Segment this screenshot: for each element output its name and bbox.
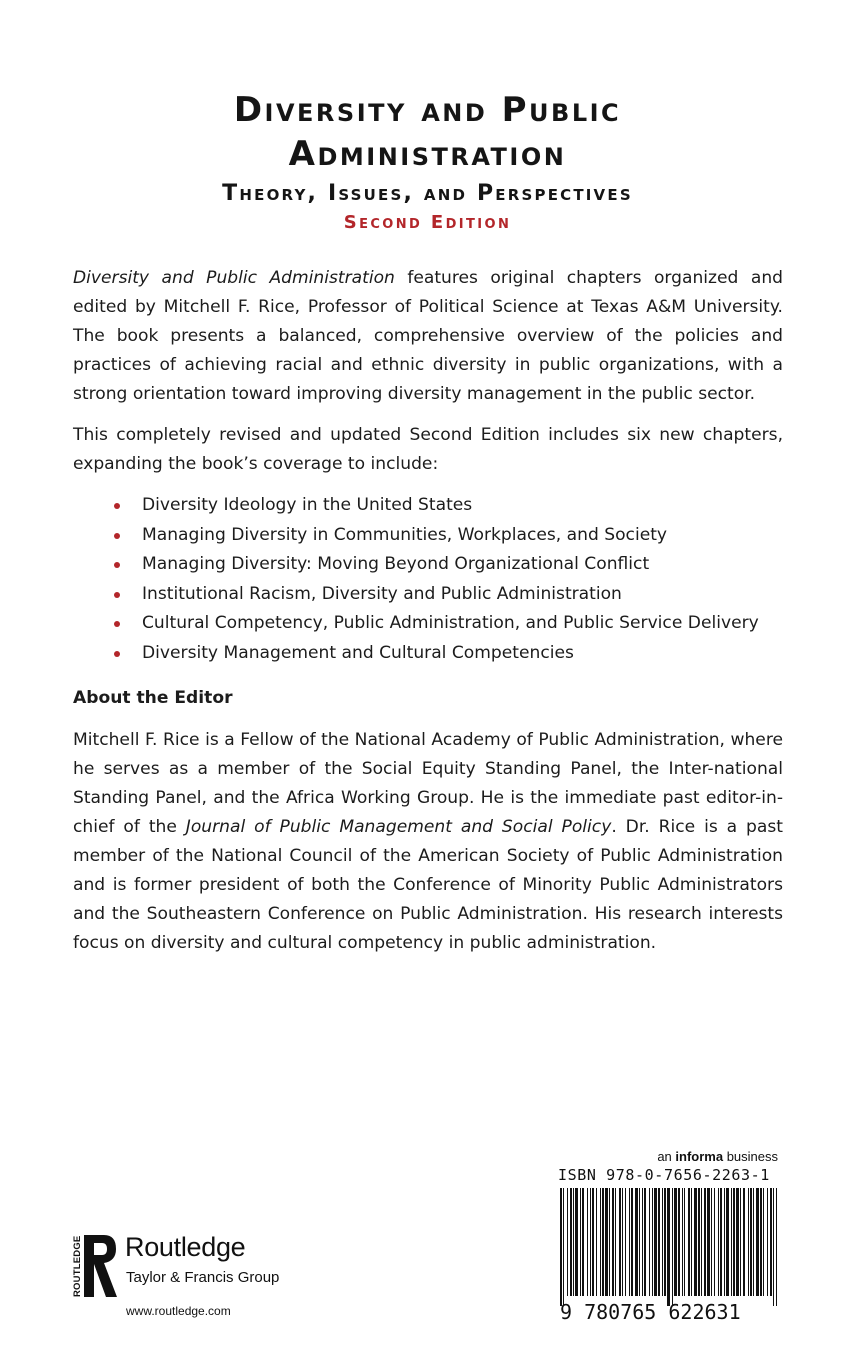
book-title-line-1: Diversity and Public xyxy=(233,90,622,130)
list-item xyxy=(73,491,783,521)
tagline-pre: an xyxy=(657,1149,676,1164)
journal-title-italic: Journal of Public Management and Social Policy xyxy=(185,817,612,837)
list-item-text: Diversity Management and Cultural Competencies xyxy=(142,642,574,663)
tagline-post: business xyxy=(723,1149,778,1164)
list-item-text: Institutional Racism, Diversity and Public Administration xyxy=(142,583,622,604)
publisher-name: Routledge xyxy=(125,1232,246,1262)
edition-label: Second Edition xyxy=(343,212,512,233)
publisher-group: Taylor & Francis Group xyxy=(126,1269,280,1286)
list-item-text: Managing Diversity in Communities, Workplaces, and Society xyxy=(142,524,668,545)
about-editor-heading: About the Editor xyxy=(73,688,233,708)
routledge-logo-icon xyxy=(70,1233,118,1299)
list-item-text: Cultural Competency, Public Administration, and Public Service Delivery xyxy=(142,613,759,633)
book-subtitle: Theory, Issues, and Perspectives xyxy=(222,181,633,206)
list-item xyxy=(73,639,783,669)
description-paragraph-1-text: features original chapters organized and edited by Mitchell F. Rice, Professor of Political Science at Texas A&M University. The book presents a balanced, comprehensive overview of the policies and practices of achieving racial and ethnic diversity in public organizations, with a strong orientation toward improving diversity management in the public sector. xyxy=(73,268,784,404)
cover-copy xyxy=(73,264,783,958)
list-item xyxy=(73,609,783,639)
informa-logo-text: informa xyxy=(675,1149,724,1164)
barcode-icon xyxy=(558,1188,783,1308)
book-title-italic: Diversity and Public Administration xyxy=(73,268,395,288)
list-item xyxy=(73,580,783,610)
bullet-icon xyxy=(114,592,120,598)
publisher-url: www.routledge.com xyxy=(126,1304,231,1318)
bullet-icon xyxy=(114,621,120,627)
bullet-icon xyxy=(114,562,120,568)
list-item xyxy=(73,521,783,551)
editor-bio-text-b: . Dr. Rice is a past member of the National Council of the American Society of Public Administration and is former president of both the Conference of Minority Public Administrators and the Southeastern Conference on Public Administration. His research interests focus on diversity and cultural competency in public administration. xyxy=(73,817,783,953)
bullet-icon xyxy=(114,533,120,539)
isbn-label: ISBN 978-0-7656-2263-1 xyxy=(558,1166,770,1184)
editor-bio-text-a: Mitchell F. Rice is a Fellow of the National Academy of Public Administration, where he serves as a member of the Social Equity Standing Panel, the Inter-national Standing Panel, and the Africa Working Group. He is the immediate past editor-in-chief of the xyxy=(73,730,783,837)
book-title-line-2: Administration xyxy=(288,134,567,174)
title-block xyxy=(0,88,855,236)
barcode-digits: 9 780765 622631 xyxy=(560,1300,741,1324)
bullet-icon xyxy=(114,503,120,509)
new-chapters-list xyxy=(73,491,783,668)
description-paragraph-2: This completely revised and updated Second Edition includes six new chapters, expanding the book’s coverage to include: xyxy=(73,425,783,474)
informa-tagline xyxy=(618,1149,778,1164)
list-item-text: Managing Diversity: Moving Beyond Organizational Conflict xyxy=(142,554,650,574)
list-item xyxy=(73,550,783,580)
list-item-text: Diversity Ideology in the United States xyxy=(142,495,473,515)
description-paragraph-1 xyxy=(73,264,783,409)
routledge-vertical-mark: ROUTLEDGE xyxy=(72,1235,83,1297)
editor-bio xyxy=(73,726,783,958)
bullet-icon xyxy=(114,651,120,657)
publisher-logo-block xyxy=(70,1230,370,1330)
